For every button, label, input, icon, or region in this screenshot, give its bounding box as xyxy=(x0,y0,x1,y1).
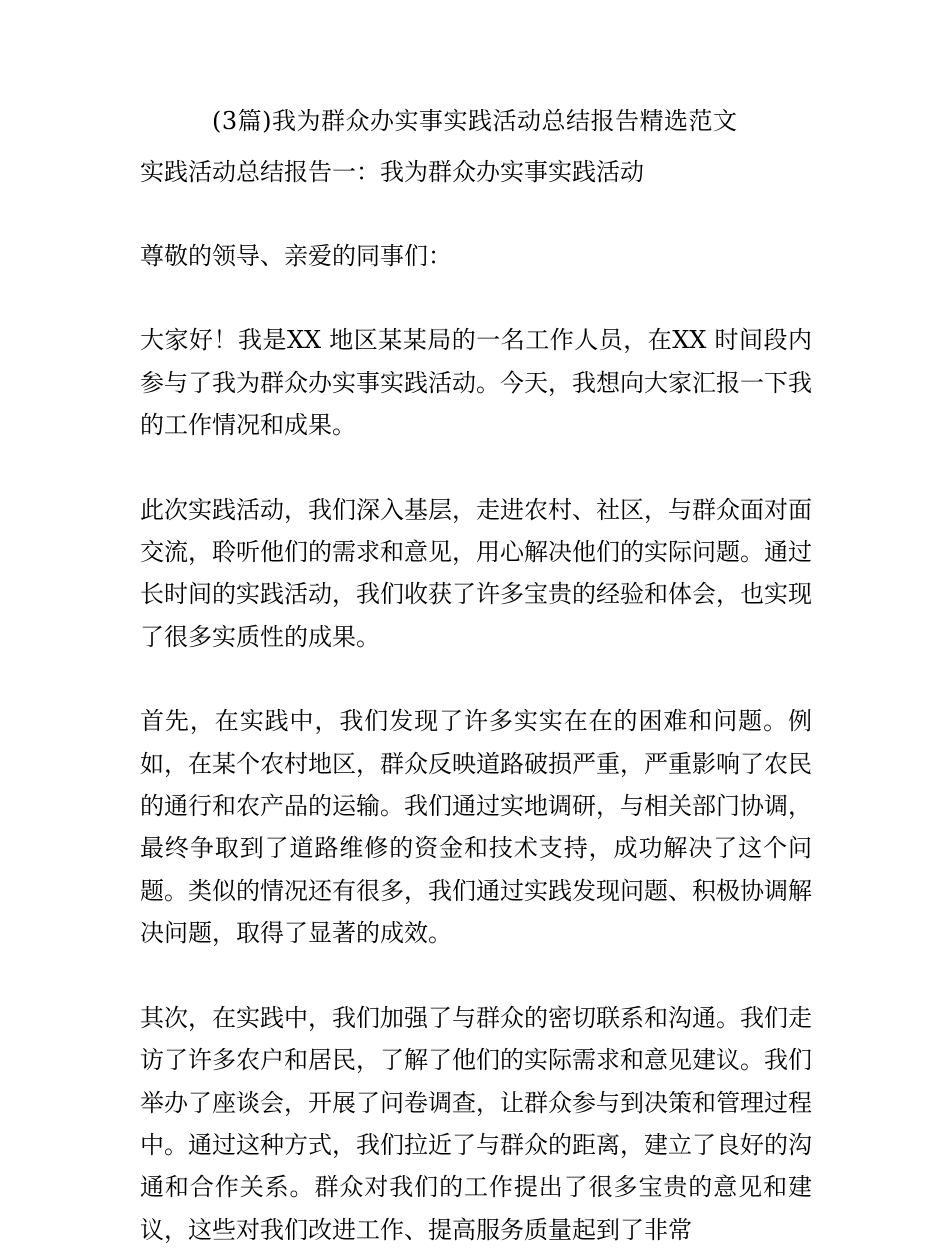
paragraph-1: 大家好！我是XX 地区某某局的一名工作人员，在XX 时间段内参与了我为群众办实事实践活动。今天，我想向大家汇报一下我的工作情况和成果。 xyxy=(140,326,812,440)
document-title: (3篇)我为群众办实事实践活动总结报告精选范文 xyxy=(212,107,738,135)
section-heading: 实践活动总结报告一：我为群众办实事实践活动 xyxy=(140,158,644,186)
paragraph-2: 此次实践活动，我们深入基层，走进农村、社区，与群众面对面交流，聆听他们的需求和意见，用心解决他们的实际问题。通过长时间的实践活动，我们收获了许多宝贵的经验和体会，也实现了很多实质性的成果。 xyxy=(140,495,812,651)
paragraph-3: 首先，在实践中，我们发现了许多实实在在的困难和问题。例如，在某个农村地区，群众反映道路破损严重，严重影响了农民的通行和农产品的运输。我们通过实地调研，与相关部门协调，最终争取到了道路维修的资金和技术支持，成功解决了这个问题。类似的情况还有很多，我们通过实践发现问题、积极协调解决问题，取得了显著的成效。 xyxy=(140,707,812,948)
paragraph-4: 其次，在实践中，我们加强了与群众的密切联系和沟通。我们走访了许多农户和居民，了解了他们的实际需求和意见建议。我们举办了座谈会，开展了问卷调查，让群众参与到决策和管理过程中。通过这种方式，我们拉近了与群众的距离，建立了良好的沟通和合作关系。群众对我们的工作提出了很多宝贵的意见和建议，这些对我们改进工作、提高服务质量起到了非常 xyxy=(140,1003,812,1244)
document-content xyxy=(140,100,812,1251)
salutation: 尊敬的领导、亲爱的同事们： xyxy=(140,242,452,270)
